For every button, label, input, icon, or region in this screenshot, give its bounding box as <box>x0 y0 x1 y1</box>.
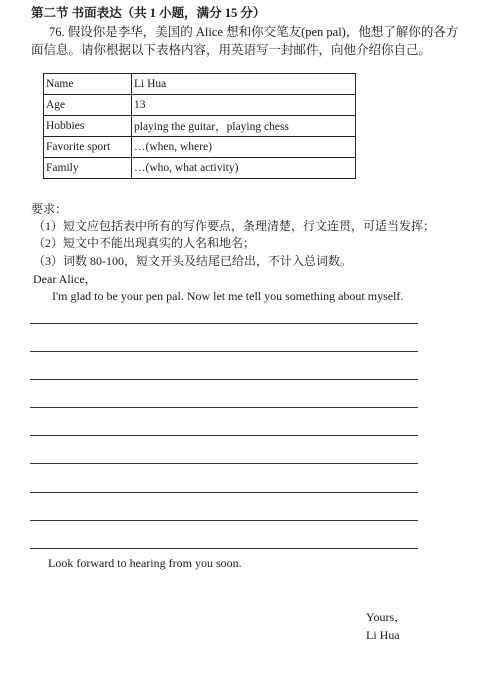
writing-line[interactable] <box>30 351 418 352</box>
table-value-favorite-sport: …(when, where) <box>132 137 356 158</box>
writing-line[interactable] <box>30 520 418 521</box>
requirement-item: （2）短文中不能出现真实的人名和地名； <box>33 236 256 250</box>
writing-line[interactable] <box>30 435 418 436</box>
table-value-age: 13 <box>132 95 356 116</box>
table-key-hobbies: Hobbies <box>44 116 132 137</box>
section-title: 第二节 书面表达（共 1 小题，满分 15 分） <box>31 6 266 20</box>
table-value-family: …(who, what activity) <box>132 158 356 179</box>
letter-opening-sentence: I'm glad to be your pen pal. Now let me tell you something about myself. <box>52 289 404 303</box>
letter-signoff: Yours， <box>366 610 407 624</box>
question-text-line-1: 76. 假设你是李华，美国的 Alice 想和你交笔友(pen pal)，他想了解你的各方 <box>49 25 459 39</box>
table-row <box>44 158 356 179</box>
writing-line[interactable] <box>30 492 418 493</box>
letter-closing-sentence: Look forward to hearing from you soon. <box>48 556 242 570</box>
table-key-name: Name <box>44 74 132 95</box>
table-key-age: Age <box>44 95 132 116</box>
table-key-family: Family <box>44 158 132 179</box>
table-key-favorite-sport: Favorite sport <box>44 137 132 158</box>
requirements-heading: 要求： <box>31 202 68 216</box>
table-row <box>44 74 356 95</box>
letter-greeting: Dear Alice， <box>33 272 97 286</box>
table-row <box>44 137 356 158</box>
writing-line[interactable] <box>30 323 418 324</box>
info-table <box>43 73 356 179</box>
table-row <box>44 116 356 137</box>
table-value-hobbies: playing the guitar，playing chess <box>132 116 356 137</box>
question-text-line-2: 面信息。请你根据以下表格内容，用英语写一封邮件，向他介绍你自己。 <box>31 43 432 57</box>
requirement-item: （3）词数 80-100，短文开头及结尾已给出，不计入总词数。 <box>33 254 352 268</box>
requirement-item: （1）短文应包括表中所有的写作要点，条理清楚，行文连贯，可适当发挥； <box>33 219 436 233</box>
table-value-name: Li Hua <box>132 74 356 95</box>
table-row <box>44 95 356 116</box>
writing-line[interactable] <box>30 463 418 464</box>
letter-signature: Li Hua <box>366 628 400 642</box>
writing-line[interactable] <box>30 379 418 380</box>
writing-line[interactable] <box>30 548 418 549</box>
writing-line[interactable] <box>30 407 418 408</box>
